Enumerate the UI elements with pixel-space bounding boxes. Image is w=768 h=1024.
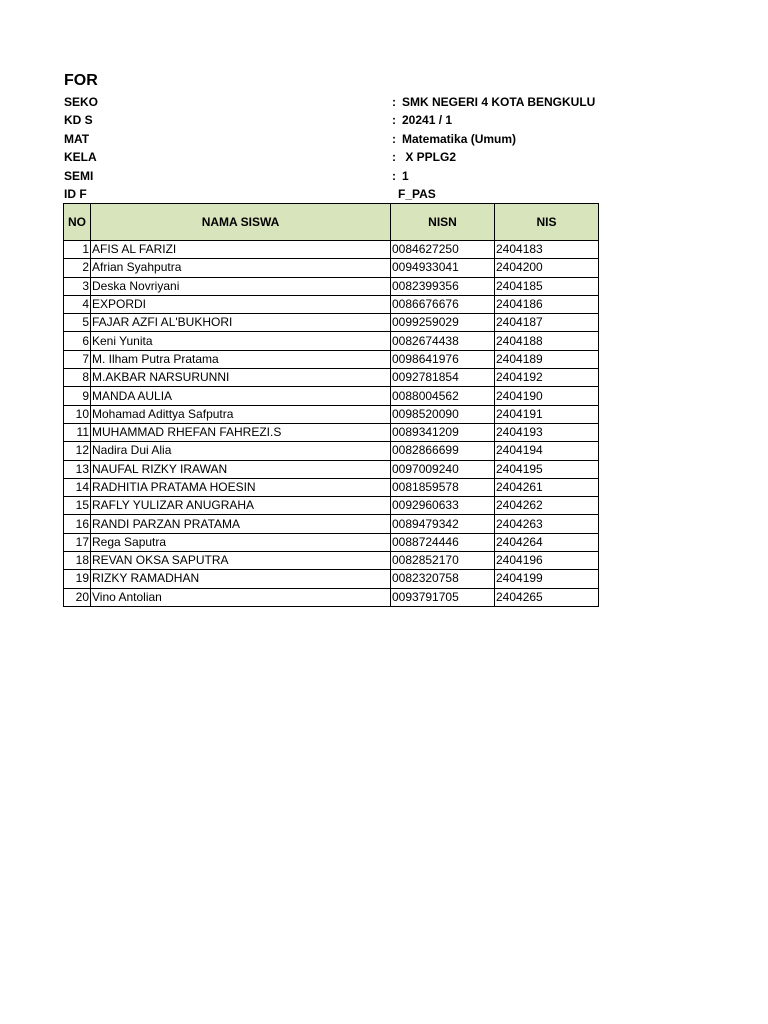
table-row: [64, 314, 599, 332]
cell-nis: 2404262: [495, 497, 599, 515]
meta-value-wrap: [392, 93, 595, 111]
table-row: [64, 369, 599, 387]
cell-name: M.AKBAR NARSURUNNI: [91, 369, 391, 387]
meta-value: SMK NEGERI 4 KOTA BENGKULU: [402, 95, 596, 109]
cell-nisn: 0094933041: [391, 259, 495, 277]
table-row: [64, 497, 599, 515]
cell-no: 7: [64, 350, 91, 368]
meta-value-wrap: [392, 167, 409, 185]
cell-nisn: 0098641976: [391, 350, 495, 368]
cell-nis: 2404261: [495, 478, 599, 496]
cell-name: EXPORDI: [91, 295, 391, 313]
meta-value: 1: [402, 168, 409, 183]
cell-nis: 2404189: [495, 350, 599, 368]
cell-no: 20: [64, 588, 91, 606]
cell-name: Keni Yunita: [91, 332, 391, 350]
cell-nis: 2404263: [495, 515, 599, 533]
table-row: [64, 588, 599, 606]
cell-no: 4: [64, 295, 91, 313]
cell-no: 10: [64, 405, 91, 423]
cell-nisn: 0082674438: [391, 332, 495, 350]
cell-name: NAUFAL RIZKY IRAWAN: [91, 460, 391, 478]
cell-nis: 2404265: [495, 588, 599, 606]
cell-nis: 2404193: [495, 423, 599, 441]
cell-name: RANDI PARZAN PRATAMA: [91, 515, 391, 533]
cell-name: Afrian Syahputra: [91, 259, 391, 277]
cell-name: Deska Novriyani: [91, 277, 391, 295]
cell-name: Nadira Dui Alia: [91, 442, 391, 460]
header-name: NAMA SISWA: [91, 204, 391, 241]
cell-no: 6: [64, 332, 91, 350]
header-nis: NIS: [495, 204, 599, 241]
meta-label: KELA: [64, 150, 97, 165]
table-row: [64, 387, 599, 405]
student-table: [63, 203, 599, 607]
cell-nis: 2404195: [495, 460, 599, 478]
cell-nisn: 0086676676: [391, 295, 495, 313]
meta-label: MAT: [64, 131, 90, 146]
meta-value: Matematika (Umum): [402, 131, 517, 146]
cell-no: 13: [64, 460, 91, 478]
meta-row: [64, 185, 624, 203]
table-row: [64, 515, 599, 533]
cell-nisn: 0089341209: [391, 423, 495, 441]
cell-no: 14: [64, 478, 91, 496]
cell-nis: 2404199: [495, 570, 599, 588]
meta-separator: :: [392, 113, 396, 128]
table-row: [64, 295, 599, 313]
cell-no: 3: [64, 277, 91, 295]
cell-no: 12: [64, 442, 91, 460]
cell-nis: 2404200: [495, 259, 599, 277]
cell-name: RAFLY YULIZAR ANUGRAHA: [91, 497, 391, 515]
meta-row: [64, 167, 624, 185]
meta-value: F_PAS: [398, 187, 436, 201]
meta-value-wrap: [392, 148, 456, 166]
cell-no: 17: [64, 533, 91, 551]
meta-label: SEMI: [64, 168, 94, 183]
table-row: [64, 277, 599, 295]
meta-value-wrap: [392, 130, 516, 148]
cell-no: 8: [64, 369, 91, 387]
cell-nisn: 0092960633: [391, 497, 495, 515]
cell-nis: 2404194: [495, 442, 599, 460]
cell-nis: 2404185: [495, 277, 599, 295]
meta-value-wrap: [392, 111, 452, 129]
cell-no: 1: [64, 241, 91, 259]
cell-name: AFIS AL FARIZI: [91, 241, 391, 259]
table-row: [64, 241, 599, 259]
meta-separator: :: [392, 131, 396, 146]
table-row: [64, 332, 599, 350]
cell-nis: 2404188: [495, 332, 599, 350]
cell-nis: 2404183: [495, 241, 599, 259]
cell-nis: 2404264: [495, 533, 599, 551]
table-body: [64, 241, 599, 607]
cell-no: 5: [64, 314, 91, 332]
cell-name: RADHITIA PRATAMA HOESIN: [91, 478, 391, 496]
meta-separator: :: [392, 150, 396, 165]
cell-no: 9: [64, 387, 91, 405]
cell-nisn: 0098520090: [391, 405, 495, 423]
cell-nis: 2404190: [495, 387, 599, 405]
cell-name: M. Ilham Putra Pratama: [91, 350, 391, 368]
cell-nis: 2404196: [495, 552, 599, 570]
meta-value-wrap: [392, 185, 436, 203]
table-row: [64, 405, 599, 423]
meta-label: SEKO: [64, 95, 99, 109]
cell-name: Rega Saputra: [91, 533, 391, 551]
cell-nisn: 0092781854: [391, 369, 495, 387]
cell-name: RIZKY RAMADHAN: [91, 570, 391, 588]
cell-nisn: 0089479342: [391, 515, 495, 533]
header-no: NO: [64, 204, 91, 241]
cell-name: Vino Antolian: [91, 588, 391, 606]
cell-nisn: 0099259029: [391, 314, 495, 332]
cell-nisn: 0088724446: [391, 533, 495, 551]
cell-no: 2: [64, 259, 91, 277]
meta-row: [64, 130, 624, 148]
meta-row: [64, 93, 624, 111]
meta-label: ID F: [64, 187, 87, 201]
meta-separator: :: [392, 95, 396, 109]
cell-nisn: 0088004562: [391, 387, 495, 405]
cell-no: 18: [64, 552, 91, 570]
table-row: [64, 423, 599, 441]
meta-label: KD S: [64, 113, 93, 128]
cell-nisn: 0084627250: [391, 241, 495, 259]
cell-nisn: 0082320758: [391, 570, 495, 588]
form-title: FOR: [64, 72, 98, 89]
cell-no: 16: [64, 515, 91, 533]
table-row: [64, 442, 599, 460]
table-row: [64, 533, 599, 551]
table-row: [64, 570, 599, 588]
cell-no: 19: [64, 570, 91, 588]
cell-name: MUHAMMAD RHEFAN FAHREZI.S: [91, 423, 391, 441]
cell-nis: 2404192: [495, 369, 599, 387]
cell-nis: 2404186: [495, 295, 599, 313]
cell-name: Mohamad Adittya Safputra: [91, 405, 391, 423]
table-row: [64, 460, 599, 478]
table-row: [64, 552, 599, 570]
meta-value: 20241 / 1: [402, 113, 453, 128]
cell-nis: 2404187: [495, 314, 599, 332]
cell-no: 11: [64, 423, 91, 441]
cell-nisn: 0082852170: [391, 552, 495, 570]
cell-nis: 2404191: [495, 405, 599, 423]
cell-no: 15: [64, 497, 91, 515]
cell-name: FAJAR AZFI AL'BUKHORI: [91, 314, 391, 332]
cell-name: MANDA AULIA: [91, 387, 391, 405]
cell-name: REVAN OKSA SAPUTRA: [91, 552, 391, 570]
table-row: [64, 259, 599, 277]
table-row: [64, 478, 599, 496]
table-row: [64, 350, 599, 368]
meta-value: X PPLG2: [402, 150, 457, 165]
table-header-row: [64, 204, 599, 241]
meta-row: [64, 111, 624, 129]
meta-separator: :: [392, 168, 396, 183]
meta-row: [64, 148, 624, 166]
cell-nisn: 0082399356: [391, 277, 495, 295]
cell-nisn: 0097009240: [391, 460, 495, 478]
header-nisn: NISN: [391, 204, 495, 241]
cell-nisn: 0081859578: [391, 478, 495, 496]
cell-nisn: 0082866699: [391, 442, 495, 460]
cell-nisn: 0093791705: [391, 588, 495, 606]
